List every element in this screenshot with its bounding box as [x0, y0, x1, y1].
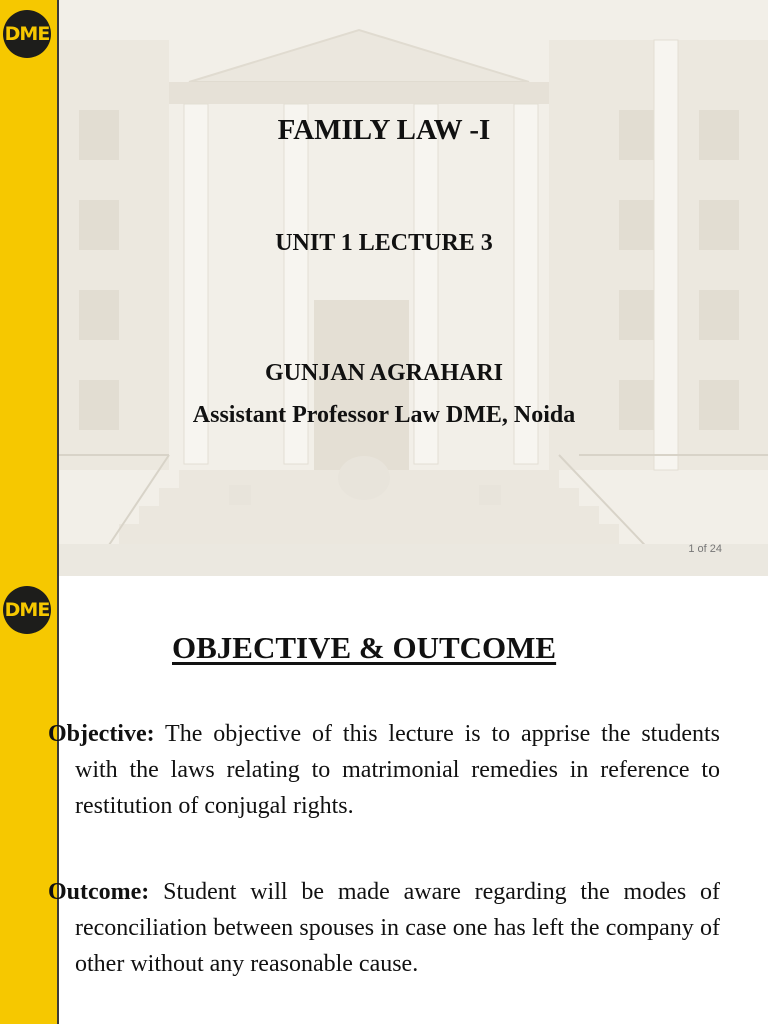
slide-title: FAMILY LAW -I	[277, 114, 491, 146]
author-name: GUNJAN AGRAHARI	[264, 360, 503, 386]
page-indicator: 1 of 24	[688, 543, 722, 555]
objective-paragraph	[48, 716, 720, 824]
side-bar-divider	[57, 0, 59, 576]
building-background-image	[59, 0, 768, 576]
author-role: Assistant Professor Law DME, Noida	[192, 402, 576, 428]
outcome-text: Student will be made aware regarding the modes of reconciliation between spouses in case one has left the company of other without any reasonable cause.	[75, 879, 720, 977]
lecture-unit: UNIT 1 LECTURE 3	[275, 230, 493, 256]
outcome-label: Outcome:	[48, 879, 150, 905]
outcome-paragraph	[48, 874, 720, 982]
section-title: OBJECTIVE & OUTCOME	[172, 630, 557, 665]
objective-label: Objective:	[48, 721, 155, 747]
objective-text: The objective of this lecture is to apprise the students with the laws relating to matrimonial remedies in reference to restitution of conjugal rights.	[75, 721, 720, 819]
dme-logo: DME	[3, 10, 51, 58]
dme-logo: DME	[3, 586, 51, 634]
accent-side-bar	[0, 0, 57, 576]
